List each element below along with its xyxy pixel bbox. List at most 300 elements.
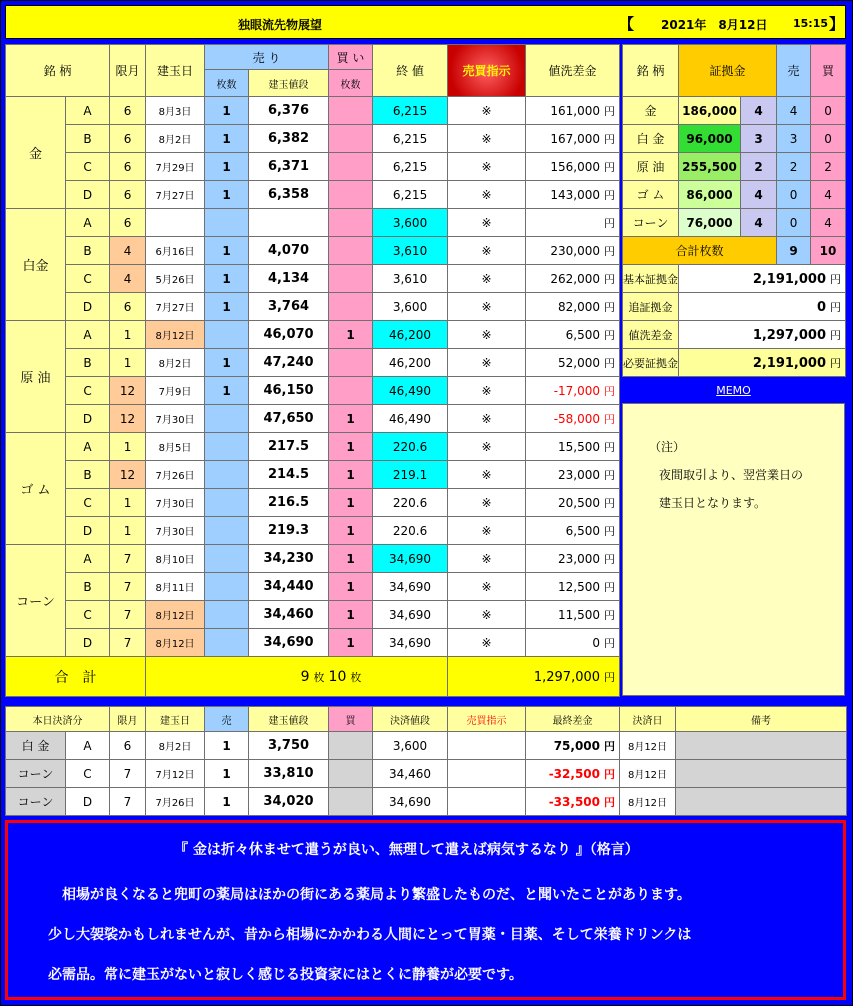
sell-qty: 1 (205, 293, 249, 321)
contract-code: C (66, 601, 110, 629)
settled-note-header: 備考 (676, 707, 847, 732)
sell-qty (205, 461, 249, 489)
contract-code: A (66, 97, 110, 125)
order-mark: ※ (448, 181, 526, 209)
contract-month: 7 (110, 601, 146, 629)
table-row (6, 153, 620, 181)
settled-order-header: 売買指示 (448, 707, 526, 732)
open-price: 34,230 (249, 545, 329, 573)
col-price-header: 建玉値段 (249, 70, 329, 97)
settled-order: 34,640 (448, 788, 526, 816)
summary-value (679, 293, 846, 321)
margin-table (622, 44, 846, 377)
memo-line-2: 夜間取引より、翌営業日の (659, 468, 804, 482)
settled-date: 7月26日 (146, 788, 205, 816)
sell-qty: 1 (205, 349, 249, 377)
header-bar (5, 5, 846, 39)
buy-qty (329, 237, 373, 265)
margin-name-header: 銘 柄 (623, 45, 679, 97)
open-date: 6月16日 (146, 237, 205, 265)
contract-code: D (66, 293, 110, 321)
col-date-header: 建玉日 (146, 45, 205, 97)
close-price: 3,610 (373, 237, 448, 265)
settled-buy (329, 760, 373, 788)
mark-to-market (526, 405, 620, 433)
settled-diff-header: 最終差金 (526, 707, 620, 732)
open-date: 8月12日 (146, 321, 205, 349)
table-row (6, 629, 620, 657)
contract-month: 6 (110, 125, 146, 153)
settled-row (6, 732, 847, 760)
settled-sdate: 8月12日 (620, 760, 676, 788)
sell-qty: 1 (205, 265, 249, 293)
contract-code: B (66, 349, 110, 377)
mark-to-market-yen: 円 (604, 440, 616, 454)
mark-to-market-yen: 円 (604, 412, 616, 426)
table-row (6, 545, 620, 573)
buy-qty: 1 (329, 601, 373, 629)
contract-month: 6 (110, 97, 146, 125)
settled-diff (526, 788, 620, 816)
settled-sell: 1 (205, 788, 249, 816)
mark-to-market-value: 23,000 (558, 467, 601, 482)
margin-summary-row (623, 265, 846, 293)
total-diff-value: 1,297,000 (533, 669, 601, 685)
summary-yen: 円 (830, 272, 842, 286)
close-price: 34,690 (373, 573, 448, 601)
table-row (6, 377, 620, 405)
col-month-header: 限月 (110, 45, 146, 97)
settled-note (676, 760, 847, 788)
margin-amount: 86,000 (679, 181, 741, 209)
sell-qty (205, 433, 249, 461)
open-date: 8月11日 (146, 573, 205, 601)
settled-code: D (66, 788, 110, 816)
memo-line-1: （注） (649, 440, 686, 454)
mark-to-market-yen: 円 (604, 328, 616, 342)
sell-qty: 1 (205, 181, 249, 209)
bracket-close: 】 (829, 15, 845, 33)
quote-line-1: 『 金は折々休ませて遣うが良い、無理して遣えば病気するなり 』（格言） (174, 842, 639, 858)
summary-value-text: 0 (816, 299, 827, 315)
mark-to-market (526, 237, 620, 265)
settled-sell-header: 売 (205, 707, 249, 732)
settled-price-header: 建玉値段 (249, 707, 329, 732)
memo-link[interactable]: MEMO (716, 384, 751, 397)
order-mark: ※ (448, 321, 526, 349)
settled-table (5, 706, 847, 816)
table-row (6, 181, 620, 209)
sell-qty: 1 (205, 237, 249, 265)
contract-month: 4 (110, 265, 146, 293)
mark-to-market-yen: 円 (604, 636, 616, 650)
contract-month: 6 (110, 293, 146, 321)
mark-to-market (526, 293, 620, 321)
margin-row (623, 209, 846, 237)
contract-month: 7 (110, 629, 146, 657)
sell-qty (205, 573, 249, 601)
col-buy-qty-header: 枚数 (329, 70, 373, 97)
order-mark: ※ (448, 377, 526, 405)
open-price: 46,070 (249, 321, 329, 349)
mark-to-market (526, 181, 620, 209)
open-price: 6,382 (249, 125, 329, 153)
summary-label: 追証拠金 (623, 293, 679, 321)
summary-label: 値洗差金 (623, 321, 679, 349)
margin-buy: 4 (811, 209, 846, 237)
quote-line-3: 少し大袈裟かもしれませんが、昔から相場にかかわる人間にとって胃薬・目薬、そして栄養ドリンクは (48, 927, 692, 943)
margin-total-row (623, 237, 846, 265)
buy-qty (329, 293, 373, 321)
commodity-name: ゴ ム (6, 433, 66, 545)
settled-month: 7 (110, 760, 146, 788)
header-time: 15:15 (793, 17, 829, 30)
col-name-header: 銘 柄 (6, 45, 110, 97)
mark-to-market-value: -58,000 (553, 411, 601, 426)
settled-date: 8月2日 (146, 732, 205, 760)
open-date: 7月26日 (146, 461, 205, 489)
buy-qty (329, 97, 373, 125)
mark-to-market-value: 167,000 (550, 131, 601, 146)
settled-date: 7月12日 (146, 760, 205, 788)
mark-to-market-value: 6,500 (565, 523, 601, 538)
table-row (6, 573, 620, 601)
contract-code: A (66, 209, 110, 237)
margin-commodity: 金 (623, 97, 679, 125)
table-row (6, 601, 620, 629)
contract-month: 1 (110, 517, 146, 545)
contract-month: 1 (110, 349, 146, 377)
settled-name-header: 本日決済分 (6, 707, 110, 732)
sell-qty: 1 (205, 97, 249, 125)
margin-summary-row (623, 349, 846, 377)
settled-settle-header: 決済値段 (373, 707, 448, 732)
settled-month: 7 (110, 788, 146, 816)
commodity-name: 金 (6, 97, 66, 209)
margin-commodity: 原 油 (623, 153, 679, 181)
col-close-header: 終 値 (373, 45, 448, 97)
sell-qty (205, 405, 249, 433)
order-mark: ※ (448, 97, 526, 125)
buy-qty (329, 377, 373, 405)
contract-code: B (66, 125, 110, 153)
order-mark: ※ (448, 293, 526, 321)
mark-to-market-value: 6,500 (565, 327, 601, 342)
contract-code: D (66, 181, 110, 209)
contract-code: D (66, 405, 110, 433)
open-price: 47,240 (249, 349, 329, 377)
close-price: 46,490 (373, 377, 448, 405)
sell-qty: 1 (205, 153, 249, 181)
mark-to-market-value: 143,000 (550, 187, 601, 202)
open-date: 8月12日 (146, 629, 205, 657)
settled-order: 3,589 (448, 732, 526, 760)
close-price: 3,600 (373, 293, 448, 321)
total-label: 合 計 (6, 657, 146, 697)
margin-sell: 0 (777, 181, 811, 209)
settled-diff (526, 760, 620, 788)
mark-to-market-value: 11,500 (558, 607, 601, 622)
order-mark: ※ (448, 153, 526, 181)
close-price: 34,690 (373, 601, 448, 629)
summary-value-text: 2,191,000 (752, 271, 827, 287)
summary-value-text: 1,297,000 (752, 327, 827, 343)
open-date: 8月2日 (146, 349, 205, 377)
contract-month: 7 (110, 573, 146, 601)
buy-qty (329, 153, 373, 181)
buy-qty (329, 349, 373, 377)
buy-qty (329, 181, 373, 209)
margin-summary-row (623, 321, 846, 349)
margin-buy: 2 (811, 153, 846, 181)
margin-sell: 0 (777, 209, 811, 237)
table-row (6, 461, 620, 489)
sell-qty (205, 629, 249, 657)
close-price: 220.6 (373, 517, 448, 545)
buy-qty: 1 (329, 405, 373, 433)
contract-month: 6 (110, 153, 146, 181)
margin-row (623, 153, 846, 181)
mark-to-market-yen: 円 (604, 580, 616, 594)
settled-diff-yen: 円 (604, 739, 615, 753)
buy-qty: 1 (329, 489, 373, 517)
open-date: 8月3日 (146, 97, 205, 125)
margin-total-label: 合計枚数 (623, 237, 777, 265)
settled-diff-yen: 円 (604, 795, 615, 809)
open-date: 7月29日 (146, 153, 205, 181)
open-date: 7月30日 (146, 405, 205, 433)
page-title: 独眼流先物展望 (238, 18, 323, 32)
total-diff (448, 657, 620, 697)
commodity-name: 白金 (6, 209, 66, 321)
bracket-open: 【 (619, 15, 635, 33)
summary-label: 基本証拠金 (623, 265, 679, 293)
open-date: 8月2日 (146, 125, 205, 153)
settled-price: 3,750 (249, 732, 329, 760)
contract-code: D (66, 629, 110, 657)
contract-code: C (66, 265, 110, 293)
open-date: 7月27日 (146, 293, 205, 321)
close-price: 6,215 (373, 181, 448, 209)
mark-to-market-value: 0 (592, 635, 601, 650)
total-sell (146, 657, 329, 697)
mark-to-market (526, 349, 620, 377)
sell-qty (205, 601, 249, 629)
mark-to-market (526, 209, 620, 237)
margin-sell: 3 (777, 125, 811, 153)
close-price: 220.6 (373, 489, 448, 517)
mark-to-market (526, 433, 620, 461)
order-mark: ※ (448, 237, 526, 265)
margin-amount: 76,000 (679, 209, 741, 237)
open-price: 219.3 (249, 517, 329, 545)
table-row (6, 209, 620, 237)
sell-qty: 1 (205, 377, 249, 405)
table-row (6, 265, 620, 293)
buy-qty (329, 209, 373, 237)
summary-yen: 円 (830, 356, 842, 370)
total-buy-unit: 枚 (350, 670, 362, 684)
mark-to-market-value: 262,000 (550, 271, 601, 286)
table-row (6, 237, 620, 265)
table-row (6, 489, 620, 517)
settled-price: 33,810 (249, 760, 329, 788)
order-mark: ※ (448, 573, 526, 601)
close-price: 34,690 (373, 629, 448, 657)
sell-qty (205, 489, 249, 517)
margin-amount: 255,500 (679, 153, 741, 181)
contract-month: 12 (110, 377, 146, 405)
close-price: 46,200 (373, 321, 448, 349)
open-price: 6,358 (249, 181, 329, 209)
buy-qty: 1 (329, 517, 373, 545)
col-sell-header: 売 り (205, 45, 329, 70)
open-date (146, 209, 205, 237)
order-mark: ※ (448, 265, 526, 293)
contract-code: B (66, 461, 110, 489)
contract-month: 1 (110, 321, 146, 349)
margin-sell-header: 売 (777, 45, 811, 97)
settled-sdate-header: 決済日 (620, 707, 676, 732)
contract-code: C (66, 153, 110, 181)
order-mark: ※ (448, 125, 526, 153)
total-row (6, 657, 620, 697)
mark-to-market-value: 82,000 (558, 299, 601, 314)
open-price: 217.5 (249, 433, 329, 461)
open-date: 5月26日 (146, 265, 205, 293)
settled-buy (329, 732, 373, 760)
contract-code: A (66, 321, 110, 349)
margin-buy: 4 (811, 181, 846, 209)
settled-buy-header: 買 (329, 707, 373, 732)
mark-to-market (526, 97, 620, 125)
margin-amount: 96,000 (679, 125, 741, 153)
settled-name: 白 金 (6, 732, 66, 760)
contract-month: 6 (110, 209, 146, 237)
contract-month: 1 (110, 489, 146, 517)
summary-value (679, 265, 846, 293)
open-date: 7月27日 (146, 181, 205, 209)
order-button[interactable]: 売買指示 (448, 45, 526, 97)
margin-amount: 186,000 (679, 97, 741, 125)
settled-row (6, 760, 847, 788)
contract-month: 12 (110, 461, 146, 489)
open-price: 6,371 (249, 153, 329, 181)
mark-to-market-yen: 円 (604, 552, 616, 566)
margin-qty: 4 (741, 97, 777, 125)
total-buy-value: 10 (328, 668, 347, 685)
open-date: 8月10日 (146, 545, 205, 573)
margin-buy: 0 (811, 125, 846, 153)
contract-code: C (66, 489, 110, 517)
summary-value (679, 349, 846, 377)
summary-yen: 円 (830, 328, 842, 342)
settled-note (676, 788, 847, 816)
margin-amount-header: 証拠金 (679, 45, 777, 97)
sell-qty (205, 321, 249, 349)
open-price: 4,070 (249, 237, 329, 265)
mark-to-market-value: -17,000 (553, 383, 601, 398)
table-row (6, 405, 620, 433)
total-sell-unit: 枚 (313, 670, 325, 684)
mark-to-market-yen: 円 (604, 244, 616, 258)
contract-month: 7 (110, 545, 146, 573)
order-mark: ※ (448, 349, 526, 377)
open-price (249, 209, 329, 237)
settled-settle: 3,600 (373, 732, 448, 760)
table-row (6, 321, 620, 349)
table-row (6, 293, 620, 321)
mark-to-market-value: 23,000 (558, 551, 601, 566)
total-sell-value: 9 (300, 668, 310, 685)
settled-diff-value: -33,500 (548, 794, 600, 809)
open-price: 4,134 (249, 265, 329, 293)
close-price: 219.1 (373, 461, 448, 489)
table-row (6, 349, 620, 377)
total-buy (329, 657, 448, 697)
settled-month-header: 限月 (110, 707, 146, 732)
mark-to-market-yen: 円 (604, 384, 616, 398)
mark-to-market-value: 20,500 (558, 495, 601, 510)
mark-to-market (526, 573, 620, 601)
mark-to-market-value: 52,000 (558, 355, 601, 370)
margin-commodity: 白 金 (623, 125, 679, 153)
contract-code: D (66, 517, 110, 545)
open-price: 3,764 (249, 293, 329, 321)
col-diff-header: 値洗差金 (526, 45, 620, 97)
table-row (6, 433, 620, 461)
settled-name: コーン (6, 788, 66, 816)
margin-summary-row (623, 293, 846, 321)
quote-line-4: 必需品。常に建玉がないと寂しく感じる投資家にはとくに静養が必要です。 (48, 967, 523, 983)
summary-value (679, 321, 846, 349)
settled-sdate: 8月12日 (620, 788, 676, 816)
summary-value-text: 2,191,000 (752, 355, 827, 371)
buy-qty (329, 125, 373, 153)
settled-diff-yen: 円 (604, 767, 615, 781)
order-mark: ※ (448, 601, 526, 629)
margin-row (623, 97, 846, 125)
close-price: 34,690 (373, 545, 448, 573)
margin-sell: 4 (777, 97, 811, 125)
settled-code: A (66, 732, 110, 760)
col-buy-header: 買 い (329, 45, 373, 70)
open-price: 47,650 (249, 405, 329, 433)
margin-commodity: コーン (623, 209, 679, 237)
settled-row (6, 788, 847, 816)
open-date: 7月30日 (146, 517, 205, 545)
order-mark: ※ (448, 209, 526, 237)
sell-qty (205, 209, 249, 237)
margin-qty: 2 (741, 153, 777, 181)
open-price: 216.5 (249, 489, 329, 517)
mark-to-market (526, 265, 620, 293)
buy-qty: 1 (329, 629, 373, 657)
margin-row (623, 181, 846, 209)
mark-to-market-yen: 円 (604, 496, 616, 510)
settled-month: 6 (110, 732, 146, 760)
sell-qty (205, 517, 249, 545)
mark-to-market-yen: 円 (604, 468, 616, 482)
mark-to-market (526, 125, 620, 153)
buy-qty (329, 265, 373, 293)
memo-box (622, 403, 845, 696)
mark-to-market-yen: 円 (604, 608, 616, 622)
open-date: 8月12日 (146, 601, 205, 629)
mark-to-market-value: 156,000 (550, 159, 601, 174)
contract-month: 6 (110, 181, 146, 209)
settled-sell: 1 (205, 732, 249, 760)
